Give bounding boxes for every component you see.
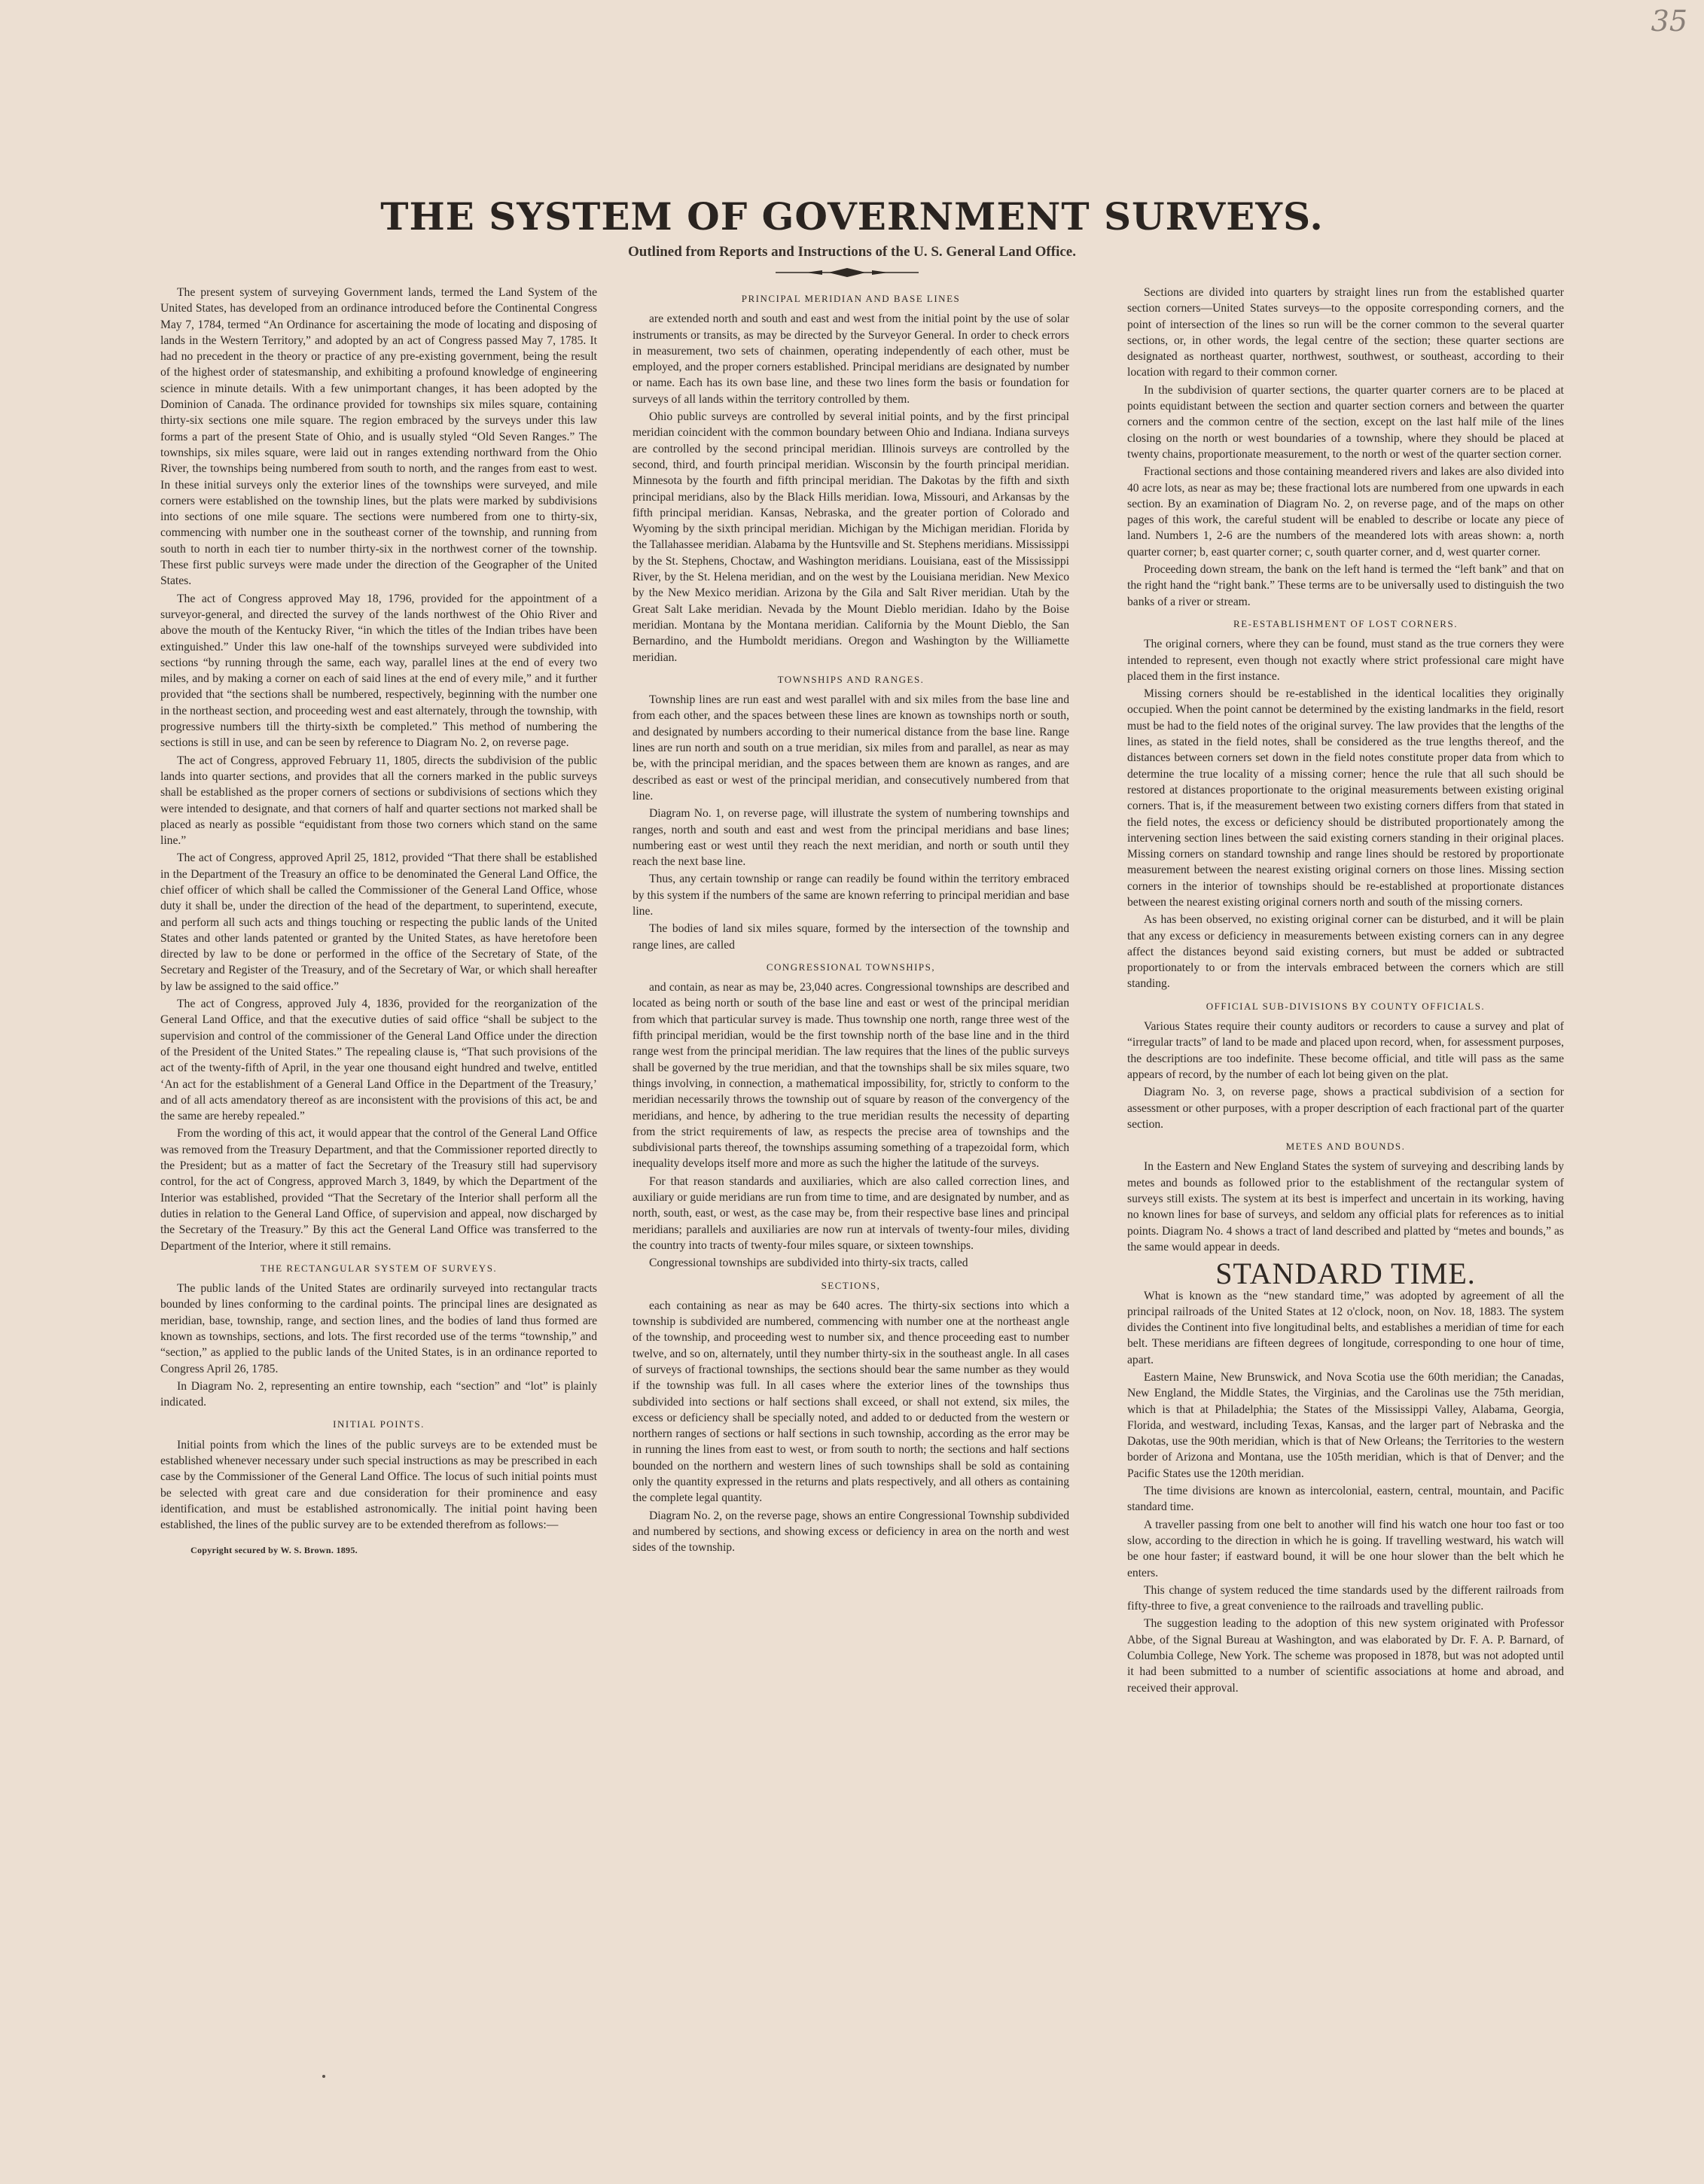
paragraph: Initial points from which the lines of the public surveys are to be extended must be established whenever necessary under such special instructions as may be prescribed in each case by the Commissioner of the General Land Office. The locus of such initial points must be selected with great care and due consideration for their prominence and easy identification, and must be established astronomically. The initial point having been established, the lines of the public survey are to be extended therefrom as follows:— bbox=[160, 1438, 597, 1532]
column-right bbox=[1127, 285, 1564, 1698]
paragraph: Township lines are run east and west parallel with and six miles from the base line and from each other, and the spaces between these lines are known as townships north or south, and designated by numbers according to their numerical distance from the base line. Range lines are run north and south on a true meridian, six miles from and parallel, as near as may be, with the principal meridian, and the spaces between them are known as ranges, and are described as east or west of the principal meridian, and consecutively numbered from that line. bbox=[633, 693, 1069, 803]
paragraph: Diagram No. 1, on reverse page, will illustrate the system of numbering townships and ranges, north and south and east and west from the principal meridians and base lines; numbering east or west until they reach the next meridian, and north or south until they reach the next base line. bbox=[633, 807, 1069, 869]
section-heading-official-subdivisions: OFFICIAL SUB-DIVISIONS BY COUNTY OFFICIALS. bbox=[1206, 1000, 1486, 1012]
paragraph: The bodies of land six miles square, formed by the intersection of the township and range lines, are called bbox=[633, 922, 1069, 952]
paragraph: What is known as the “new standard time,” was adopted by agreement of all the principal railroads of the United States at 12 o'clock, noon, on Nov. 18, 1883. The system divides the Continent into five longitudinal belts, and establishes a meridian of time for each belt. These meridians are fifteen degrees of longitude, corresponding to one hour of time, apart. bbox=[1127, 1289, 1564, 1366]
ink-speck bbox=[322, 2075, 325, 2078]
paragraph: As has been observed, no existing original corner can be disturbed, and it will be plain that any excess or deficiency in measurements between existing corners can in any degree affect the distances beyond said existing corners, but must be added or subtracted proportionately to or from the intervals embraced between the corners which are still standing. bbox=[1127, 913, 1564, 991]
page-subtitle: Outlined from Reports and Instructions of the U. S. General Land Office. bbox=[628, 244, 1076, 260]
paragraph: This change of system reduced the time standards used by the different railroads from fifty-three to five, a great convenience to the railroads and travelling public. bbox=[1127, 1583, 1564, 1613]
paragraph: are extended north and south and east and west from the initial point by the use of solar instruments or transits, as may be directed by the Surveyor General. In order to check errors in measurement, two sets of chainmen, operating independently of each other, must be employed, and the proper corners established. Principal meridians are designated by number or name. Each has its own base line, and these two lines form the basis or foundation for surveys of all lands within the territory controlled by them. bbox=[633, 312, 1069, 406]
paragraph: Diagram No. 3, on reverse page, shows a practical subdivision of a section for assessment or other purposes, with a proper description of each fractional part of the quarter section. bbox=[1127, 1086, 1564, 1131]
paragraph: Various States require their county auditors or recorders to cause a survey and plat of “irregular tracts” of land to be made and placed upon record, when, for assessment purposes, the descriptions are too indefinite. These become official, and title will pass as the same appears of record, by the number of each lot being given on the plat. bbox=[1127, 1020, 1564, 1081]
page-title: THE SYSTEM OF GOVERNMENT SURVEYS. bbox=[380, 194, 1324, 239]
paragraph: A traveller passing from one belt to another will find his watch one hour too fast or too slow, according to the direction in which he is going. If travelling westward, his watch will be one hour faster; if eastward bound, it will be one hour slower than the belt which he enters. bbox=[1127, 1518, 1564, 1579]
paragraph: From the wording of this act, it would appear that the control of the General Land Office was removed from the Treasury Department, and that the Commissioner reported directly to the President; but as a matter of fact the Secretary of the Treasury still had supervisory control, for the act of Congress, approved March 3, 1849, by which the Department of the Interior was established, provided “That the Secretary of the Interior shall perform all the duties in relation to the General Land Office, of supervision and appeal, now discharged by the Secretary of the Treasury.” By this act the General Land Office was transferred to the Department of the Interior, where it still remains. bbox=[160, 1127, 597, 1253]
col1-intro bbox=[160, 285, 597, 1254]
paragraph: Diagram No. 2, on the reverse page, shows an entire Congressional Township subdivided and numbered by sections, and showing excess or deficiency in area on the north and west sides of the township. bbox=[633, 1509, 1069, 1555]
paragraph: The act of Congress, approved July 4, 1836, provided for the reorganization of the General Land Office, and that the executive duties of said office “shall be subject to the supervision and control of the commissioner of the General Land Office under the direction of the President of the United States.” The repealing clause is, “That such provisions of the act of the twenty-fifth of April, in the year one thousand eight hundred and twelve, entitled ‘An act for the establishment of a General Land Office in the Department of the Treasury,’ and of all acts amendatory thereof as are inconsistent with the provisions of this act, be and the same are hereby repealed.” bbox=[160, 998, 597, 1123]
section-heading-townships-ranges: TOWNSHIPS AND RANGES. bbox=[777, 673, 925, 685]
section-heading-principal-meridian: PRINCIPAL MERIDIAN AND BASE LINES bbox=[741, 293, 961, 304]
paragraph: In the Eastern and New England States the system of surveying and describing lands by metes and bounds as followed prior to the establishment of the rectangular system of surveys still exists. The system at its best is imperfect and uncertain in its working, having no known lines for base of surveys, and seldom any official plats for references as to initial points. Diagram No. 4 shows a tract of land described and platted by “metes and bounds,” as the same would appear in deeds. bbox=[1127, 1160, 1564, 1253]
paragraph: The time divisions are known as intercolonial, eastern, central, mountain, and Pacific standard time. bbox=[1127, 1485, 1564, 1514]
paragraph: In Diagram No. 2, representing an entire township, each “section” and “lot” is plainly indicated. bbox=[160, 1379, 597, 1409]
section-heading-rectangular-system: THE RECTANGULAR SYSTEM OF SURVEYS. bbox=[260, 1262, 498, 1274]
section-heading-sections: SECTIONS, bbox=[821, 1279, 881, 1291]
column-left bbox=[160, 285, 597, 1558]
decorative-rule-icon bbox=[776, 267, 919, 278]
paragraph: each containing as near as may be 640 acres. The thirty-six sections into which a township is subdivided are numbered, commencing with number one at the northeast angle of the township, and proceeding west to number six, and thence proceeding east to number twelve, and so on, alternately, until they number thirty-six in the southeast angle. In all cases of surveys of fractional townships, the sections should bear the same number as they would if the township was full. In all cases where the exterior lines of the townships thus subdivided into sections or half sections shall exceed, or shall not extend, six miles, the excess or deficiency shall be specially noted, and added to or deducted from the western or northern ranges of sections or half sections in such township, according as the error may be in running the lines from east to west, or from south to north; the sections and half sections bounded on the northern and western lines of such townships shall be sold as containing only the quantity expressed in the returns and plats respectively, and all others as containing the complete legal quantity. bbox=[633, 1299, 1069, 1505]
column-middle bbox=[633, 285, 1069, 1558]
paragraph: The present system of surveying Government lands, termed the Land System of the United States, has developed from an ordinance introduced before the Continental Congress May 7, 1784, termed “An Ordinance for ascertaining the mode of locating and disposing of lands in the Western Territory,” and adopted by an act of Congress passed May 7, 1785. It had no precedent in the theory or practice of any pre-existing government, being the result of the highest order of statesmanship, and exhibiting a profound knowledge of engineering science in minute details. With a few unimportant changes, it has been adopted by the Dominion of Canada. The ordinance provided for townships six miles square, containing thirty-six sections one mile square. The region embraced by the surveys under this law forms a part of the present State of Ohio, and is usually styled “Old Seven Ranges.” The townships, six miles square, were laid out in ranges extending northward from the Ohio River, the townships being numbered from south to north, and the ranges from east to west. In these initial surveys only the exterior lines of the townships were surveyed, and mile corners were established on the township lines, but the plats were marked by subdivisions into sections of one mile square. The sections were numbered from one to thirty-six, commencing with number one in the southeast corner of the township, and running from south to north in each tier to number thirty-six in the northwest corner of the township. These first public surveys were made under the direction of the Geographer of the United States. bbox=[160, 286, 597, 588]
paragraph: For that reason standards and auxiliaries, which are also called correction lines, and auxiliary or guide meridians are run from time to time, and are designated by number, and as north, south, east, or west, as the case may be, from their respective base lines and principal meridians; parallels and auxiliaries are now run at intervals of twenty-four miles, dividing the country into tracts of twenty-four miles square, or sixteen townships. bbox=[633, 1174, 1069, 1252]
section-heading-initial-points: INITIAL POINTS. bbox=[333, 1418, 425, 1430]
paragraph: The act of Congress approved May 18, 1796, provided for the appointment of a surveyor-general, and directed the survey of the lands northwest of the Ohio River and above the mouth of the Kentucky River, “in which the titles of the Indian tribes have been extinguished.” Under this law one-half of the townships surveyed were subdivided into sections “by running through the same, each way, parallel lines at the end of every two miles, and by making a corner on each of said lines at the end of every mile,” and it further provided that “the sections shall be numbered, respectively, beginning with the number one in the northeast section, and proceeding west and east alternately, through the township, with progressive numbers till the thirty-sixth be completed.” This method of numbering the sections is still in use, and can be seen by reference to Diagram No. 2, on reverse page. bbox=[160, 592, 597, 750]
page-number: 35 bbox=[1651, 5, 1687, 38]
paragraph: and contain, as near as may be, 23,040 acres. Congressional townships are described and located as being north or south of the base line and east or west of the principal meridian from which that particular survey is made. Thus township one north, range three west of the fifth principal meridian, would be the first township north of the base line and in the third range west from the principal meridian. The law requires that the lines of the public surveys shall be governed by the true meridian, and that the townships shall be six miles square, two things involving, in connection, a mathematical impossibility, for, strictly to conform to the meridian necessarily throws the township out of square by reason of the convergency of the meridians, and hence, by adhering to the true meridian results the necessity of departing from the strict requirements of law, as respects the precise area of townships and the subdivisional parts thereof, the townships assuming something of a trapezoidal form, which inequality develops itself more and more as such the higher the latitude of the surveys. bbox=[633, 981, 1069, 1171]
paragraph: Proceeding down stream, the bank on the left hand is termed the “left bank” and that on the right hand the “right bank.” These terms are to be universally used to distinguish the two banks of a river or stream. bbox=[1127, 563, 1564, 608]
section-heading-reestablishment: RE-ESTABLISHMENT OF LOST CORNERS. bbox=[1233, 617, 1458, 629]
paragraph: Fractional sections and those containing meandered rivers and lakes are also divided into 40 acre lots, as near as may be; these fractional lots are numbered from one upwards in each section. By an examination of Diagram No. 2, on reverse page, and of the maps on other pages of this work, the careful student will be enabled to describe or locate any piece of land. Numbers 1, 2-6 are the numbers of the meandered lots with areas shown: a, north quarter corner; b, east quarter corner; c, south quarter corner, and d, west quarter corner. bbox=[1127, 465, 1564, 559]
paragraph: The act of Congress, approved February 11, 1805, directs the subdivision of the public lands into quarter sections, and provides that all the corners marked in the public surveys shall be established as the proper corners of sections or subdivisions of sections which they were intended to designate, and that corners of half and quarter sections not marked shall be placed as nearly as possible “equidistant from those two corners which stand on the same line.” bbox=[160, 754, 597, 848]
paragraph: Congressional townships are subdivided into thirty-six tracts, called bbox=[649, 1256, 968, 1270]
paragraph: Sections are divided into quarters by straight lines run from the established quarter section corners—United States surveys—to the opposite corresponding corners, and the point of intersection of the lines so run will be the corner common to the several quarter sections, or, in other words, the legal centre of the section; these quarter sections are designated as northeast quarter, northwest, southwest, or southeast, according to their location with regard to their common corner. bbox=[1127, 286, 1564, 379]
paragraph: Thus, any certain township or range can readily be found within the territory embraced by this system if the numbers of the same are known referring to principal meridian and base line. bbox=[633, 873, 1069, 918]
section-heading-metes-bounds: METES AND BOUNDS. bbox=[1285, 1141, 1406, 1153]
paragraph: The original corners, where they can be found, must stand as the true corners they were intended to represent, even though not exactly where strict professional care might have placed them in the first instance. bbox=[1127, 638, 1564, 683]
paragraph: The public lands of the United States are ordinarily surveyed into rectangular tracts bounded by lines conforming to the cardinal points. The principal lines are designated as meridian, base, township, range, and section lines, and the bodies of land thus formed are known as townships, sections, and lots. The first recorded use of the terms “township,” and “section,” as applied to the public lands of the United States, is in an ordinance reported to Congress April 26, 1785. bbox=[160, 1282, 597, 1375]
paragraph: Eastern Maine, New Brunswick, and Nova Scotia use the 60th meridian; the Canadas, New England, the Middle States, the Virginias, and the Carolinas use the 75th meridian, which is that at Philadelphia; the States of the Mississippi Valley, Alabama, Georgia, Florida, and westward, including Texas, Kansas, and the larger part of Nebraska and the Dakotas, use the 90th meridian, which is that of New Orleans; the Territories to the western border of Arizona and Montana, use the 105th meridian, which is that of Denver; and the Pacific States use the 120th meridian. bbox=[1127, 1371, 1564, 1480]
paragraph: The act of Congress, approved April 25, 1812, provided “That there shall be established in the Department of the Treasury an office to be denominated the General Land Office, the chief officer of which shall be called the Commissioner of the General Land Office, whose duty it shall be, under the direction of the head of the department, to superintend, execute, and perform all such acts and things touching or respecting the public lands of the United States and other lands patented or granted by the United States, as have heretofore been directed by law to be done or performed in the office of the Secretary of State, of the Secretary and Register of the Treasury, and of the Secretary of War, or which shall hereafter by law be assigned to the said office.” bbox=[160, 851, 597, 993]
section-heading-congressional-townships: CONGRESSIONAL TOWNSHIPS, bbox=[766, 961, 936, 973]
paragraph: In the subdivision of quarter sections, the quarter quarter corners are to be placed at points equidistant between the section and quarter section corners and between the quarter corners and the common centre of the section, except on the last half mile of the lines closing on the north or west boundaries of a township, where they should be placed at twenty chains, proportionate measurement, to the north or west of the quarter section corner. bbox=[1127, 383, 1564, 461]
section-heading-standard-time: STANDARD TIME. bbox=[1215, 1256, 1476, 1291]
paragraph: The suggestion leading to the adoption of this new system originated with Professor Abbe, of the Signal Bureau at Washington, and was elaborated by Dr. F. A. P. Barnard, of Columbia College, New York. The scheme was proposed in 1878, but was not adopted until it had been submitted to a number of scientific associations at home and abroad, and received their approval. bbox=[1127, 1617, 1564, 1695]
copyright-notice: Copyright secured by W. S. Brown. 1895. bbox=[191, 1544, 358, 1555]
paragraph: Ohio public surveys are controlled by several initial points, and by the first principal meridian coincident with the common boundary between Ohio and Indiana. Indiana surveys are controlled by the second principal meridian. Illinois surveys are controlled by the second, third, and fourth principal meridian. Wisconsin by the fourth principal meridian. Minnesota by the fourth and fifth principal meridian. The Dakotas by the fifth and sixth principal meridians, also by the Black Hills meridian. Iowa, Missouri, and Arkansas by the fifth principal meridian. Kansas, Nebraska, and the greater portion of Colorado and Wyoming by the sixth principal meridian. Michigan by the Michigan meridian. Florida by the Tallahassee meridian. Alabama by the Huntsville and St. Stephens meridians. Mississippi by the St. Stephens, Choctaw, and Washington meridians. Louisiana, east of the Mississippi River, by the St. Helena meridian, and on the west by the Louisiana meridian. New Mexico by the New Mexico meridian. Arizona by the Gila and Salt River meridian. Utah by the Great Salt Lake meridian. Nevada by the Mount Dieblo meridian. Idaho by the Boise meridian. Montana by the Montana meridian. California by the Mount Dieblo, the San Bernardino, and the Humboldt meridians. Oregon and Washington by the Williamette meridian. bbox=[633, 410, 1069, 664]
paragraph: Missing corners should be re-established in the identical localities they originally occupied. When the point cannot be determined by the existing landmarks in the field, resort must be had to the field notes of the original survey. The law provides that the lengths of the lines, as stated in the field notes, shall be considered as the true lengths thereof, and the distances between corners set down in the field notes constitute proper data from which to determine the true locality of a missing corner; hence the rule that all such should be restored at distances proportionate to the original measurements between existing original corners. That is, if the measurement between two existing corners differs from that stated in the field notes, the excess or deficiency should be distributed proportionately among the intervening section lines between the said existing corners standing in their original places. Missing corners on standard township and range lines should be restored by proportionate measurement between the nearest existing original corners on those lines. Missing section corners in the interior of townships should be re-established at proportionate distances between the nearest existing original corners north and south of the missing corners. bbox=[1127, 687, 1564, 909]
